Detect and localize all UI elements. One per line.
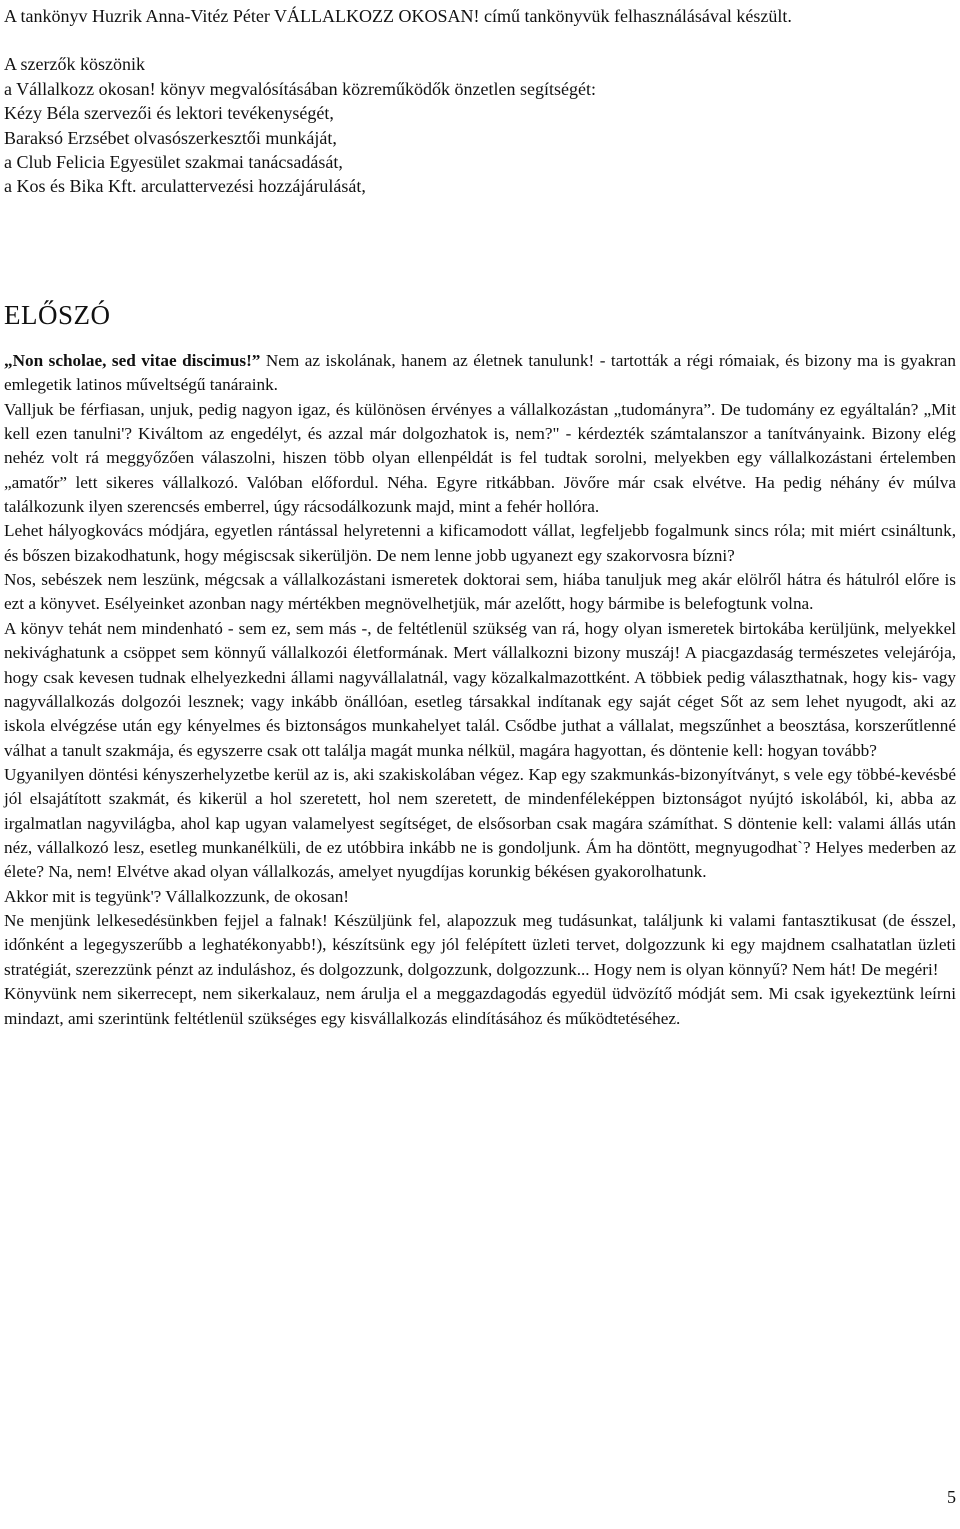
page-number: 5: [947, 1487, 956, 1507]
foreword-paragraph: Ne menjünk lelkesedésünkben fejjel a falnak! Készüljünk fel, alapozzuk meg tudásunkat, találjunk ki valami fantasztikusat (de ésszel, időnként a legegyszerűbb a leghatékonyabb!), készítsünk egy jól felépített üzleti tervet, dolgozzunk ki egy majdnem csalhatatlan üzleti stratégiát, szerezzünk pénzt az induláshoz, és dolgozzunk, dolgozzunk, dolgozzunk... Hogy nem is olyan könnyű? Nem hát! De megéri!: [4, 911, 956, 979]
foreword-body: [4, 349, 956, 1031]
thanks-line: a Club Felicia Egyesület szakmai tanácsadását,: [4, 152, 343, 173]
document-page: [4, 4, 956, 1031]
latin-motto: „Non scholae, sed vitae discimus!”: [4, 350, 261, 370]
foreword-paragraph: Lehet hályogkovács módjára, egyetlen rántással helyretenni a kificamodott vállat, legfeljebb fogalmunk sincs róla; mit miért csináltunk, és bőszen bizakodhatunk, hogy mégiscsak sikerüljön. De nem lenne jobb ugyanezt egy szakorvosra bízni?: [4, 521, 956, 565]
thanks-line: a Vállalkozz okosan! könyv megvalósításában közreműködők önzetlen segítségét:: [4, 78, 596, 99]
foreword-paragraph: A könyv tehát nem mindenható - sem ez, sem más -, de feltétlenül szükség van rá, hogy olyan ismeretek birtokába kerüljünk, melyekkel nekivághatunk a csöppet sem könnyű vállalkozói életformának. Mert vállalkozni bizony muszáj! A piacgazdaság természetes velejárója, hogy csak kevesen tudnak elhelyezkedni állami nagyvállalatnál, vagy közalkalmazottként. A többiek pedig választhatnak, hogy kis- vagy nagyvállalkozás dolgozói lesznek; vagy inkább önállóan, esetleg társakkal indítanak egy saját céget Sőt az sem lehet nyugodt, aki az iskola elvégzése után egy kényelmes és biztonságos munkahelyet talál. Csődbe juthat a vállalat, megszűnhet a beosztása, korszerűtlenné válhat a tanult szakmája, és egyszerre csak ott találja magát munka nélkül, magára hagyottan, és döntenie kell: hogyan tovább?: [4, 618, 956, 760]
motto-paragraph: [4, 349, 956, 398]
foreword-paragraph: Valljuk be férfiasan, unjuk, pedig nagyon igaz, és különösen érvényes a vállalkozástan „tudományra”. De tudomány ez egyáltalán? „Mit kell ezen tanulni'? Kiváltom az engedélyt, és azzal már dolgozhatok is, nem?" - kérdezték számtalanszor a tanítványaink. Bizony elég nehéz volt rá meggyőzően válaszolni, hiszen több olyan ellenpéldát is fel tudtak sorolni, melyekben egy vállalkozástani értelemben „amatőr” lett sikeres vállalkozó. Valóban előfordul. Néha. Egyre ritkábban. Jövőre már csak elvétve. Ha pedig néhány év múlva találkozunk ilyen szerencsés emberrel, úgy rácsodálkozunk majd, mint a fehér hollóra.: [4, 399, 956, 516]
thanks-line: Kézy Béla szervezői és lektori tevékenységét,: [4, 103, 334, 124]
foreword-paragraph: Ugyanilyen döntési kényszerhelyzetbe kerül az is, aki szakiskolában végez. Kap egy szakmunkás-bizonyítványt, s vele egy többé-kevésbé jól elsajátított szakmát, és kikerül a hol szeretett, hol nem szeretett, de mindenféleképpen biztonságot nyújtó iskolából, ki, abba az irgalmatlan nagyvilágba, ahol kap ugyan valamelyest segítséget, de elsősorban csak magára számíthat. S döntenie kell: valami állás után néz, vállalkozó lesz, esetleg munkanélküli, de ez utóbbira inkább ne is gondoljunk. Ám ha döntött, megnyugodhat`? Helyes mederben az élete? Na, nem! Elvétve akad olyan vállalkozás, amelyet nyugdíjas korunkig békésen gyakorolhatunk.: [4, 764, 956, 882]
thanks-heading: A szerzők köszönik: [4, 54, 145, 75]
thanks-line: a Kos és Bika Kft. arculattervezési hozzájárulását,: [4, 176, 366, 197]
foreword-title: ELŐSZÓ: [4, 299, 111, 330]
foreword-paragraph: Könyvünk nem sikerrecept, nem sikerkalauz, nem árulja el a meggazdagodás egyedül üdvözítő módját sem. Mi csak igyekeztünk leírni mindazt, ami szerintünk feltétlenül szükséges egy kisvállalkozás elindításához és működtetéséhez.: [4, 984, 956, 1028]
foreword-paragraph: Nos, sebészek nem leszünk, mégcsak a vállalkozástani ismeretek doktorai sem, hiába tanuljuk meg akár elölről hátra és hátulról előre is ezt a könyvet. Esélyeinket azonban nagy mértékben megnövelhetjük, már azelőtt, hogy bármibe is belefogtunk volna.: [4, 570, 956, 614]
intro-section: [4, 4, 956, 199]
thanks-line: Baraksó Erzsébet olvasószerkesztői munkáját,: [4, 127, 337, 148]
credit-line: A tankönyv Huzrik Anna-Vitéz Péter VÁLLALKOZZ OKOSAN! című tankönyvük felhasználásával készült.: [4, 6, 792, 26]
motto-translation: Nem az iskolának, hanem az életnek tanulunk! - tartották a régi rómaiak, és bizony ma is gyakran emlegetik latinos műveltségű tanáraink.: [4, 350, 956, 395]
foreword-paragraph: Akkor mit is tegyünk'? Vállalkozzunk, de okosan!: [4, 886, 350, 906]
